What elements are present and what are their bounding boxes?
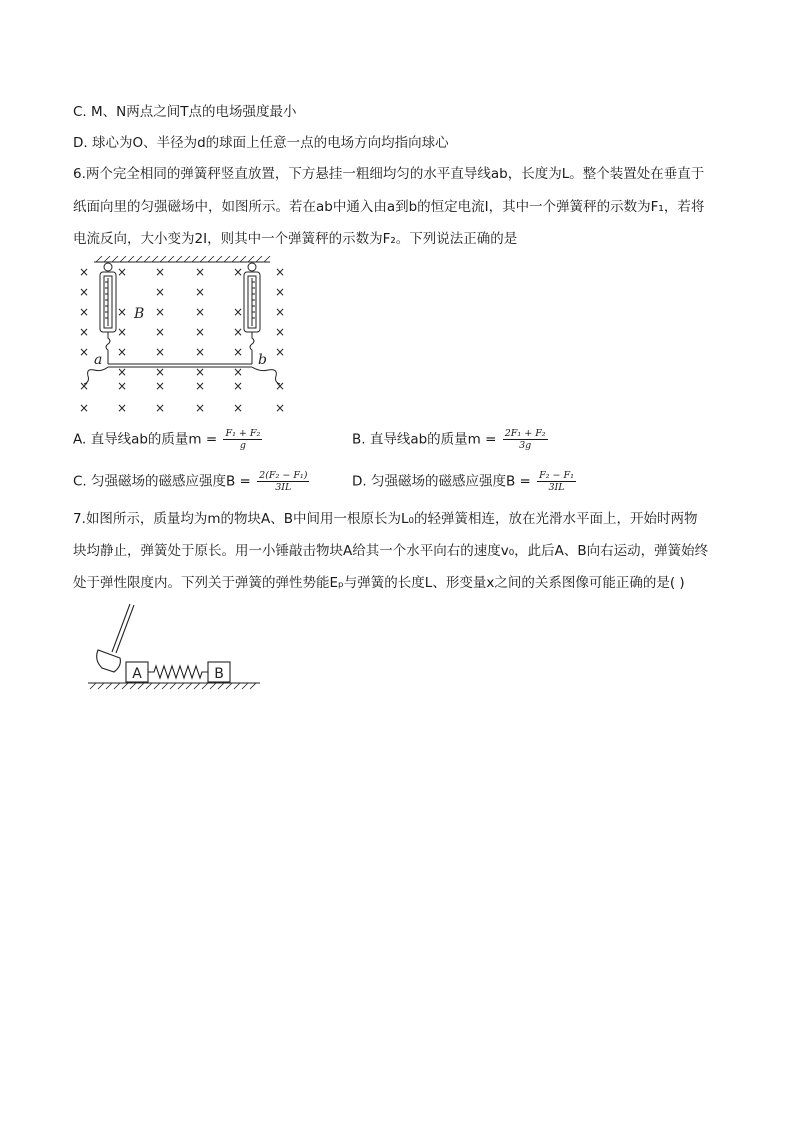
svg-text:×: × [194, 325, 206, 339]
q6-magnetic-field-figure [72, 256, 294, 416]
q6-option-d-text: D. 匀强磁场的磁感应强度B = [352, 473, 531, 490]
q6-option-c-numerator: 2(F₂ − F₁) [259, 470, 308, 481]
q6-option-c-denominator: 3IL [275, 482, 292, 493]
svg-text:×: × [194, 379, 206, 393]
svg-text:×: × [194, 305, 206, 319]
svg-text:×: × [274, 305, 286, 319]
q6-option-b-fraction [503, 428, 548, 451]
svg-text:×: × [116, 305, 128, 319]
svg-text:×: × [232, 325, 244, 339]
svg-text:×: × [154, 325, 166, 339]
svg-text:×: × [232, 345, 244, 359]
svg-text:×: × [232, 379, 244, 393]
q6-option-b-numerator: 2F₁ + F₂ [504, 428, 546, 439]
q7-stem-line-2: 块均静止，弹簧处于原长。用一小锤敲击物块A给其一个水平向右的速度v₀，此后A、B向右运动，弹簧始终 [73, 543, 709, 559]
q6-stem-line-1: 6.两个完全相同的弹簧秤竖直放置，下方悬挂一粗细均匀的水平直导线ab，长度为L。整个装置处在垂直于 [73, 166, 705, 182]
svg-text:×: × [78, 285, 90, 299]
q6-option-a-denominator: g [239, 440, 246, 451]
svg-text:×: × [78, 305, 90, 319]
svg-text:×: × [274, 325, 286, 339]
svg-text:×: × [194, 401, 206, 415]
q6-option-c-text: C. 匀强磁场的磁感应强度B = [73, 473, 251, 490]
svg-text:×: × [116, 379, 128, 393]
q6-option-d-fraction [537, 470, 576, 493]
q6-option-d [352, 470, 576, 493]
q6-option-a [73, 428, 262, 451]
q6-option-b-denominator: 3g [519, 440, 532, 451]
q6-stem-line-3: 电流反向，大小变为2I，则其中一个弹簧秤的示数为F₂。下列说法正确的是 [73, 231, 518, 247]
svg-text:×: × [232, 401, 244, 415]
q6-option-d-denominator: 3IL [548, 482, 565, 493]
svg-text:×: × [274, 345, 286, 359]
svg-text:×: × [154, 379, 166, 393]
svg-text:×: × [116, 325, 128, 339]
svg-text:×: × [154, 285, 166, 299]
block-a-label: A [132, 666, 142, 682]
q6-option-b [352, 428, 548, 451]
svg-text:×: × [274, 379, 286, 393]
q6-option-a-text: A. 直导线ab的质量m = [73, 431, 218, 448]
svg-text:×: × [116, 345, 128, 359]
svg-text:×: × [232, 365, 244, 379]
svg-text:×: × [78, 401, 90, 415]
svg-text:×: × [232, 265, 244, 279]
svg-text:×: × [154, 345, 166, 359]
svg-text:×: × [194, 365, 206, 379]
svg-text:×: × [274, 265, 286, 279]
wire-end-label-a: a [94, 352, 103, 368]
svg-text:×: × [116, 401, 128, 415]
q5-option-c: C. M、N两点之间T点的电场强度最小 [73, 104, 297, 120]
svg-text:×: × [78, 265, 90, 279]
svg-text:×: × [274, 401, 286, 415]
svg-text:×: × [154, 265, 166, 279]
svg-text:×: × [78, 325, 90, 339]
q6-option-c-fraction [257, 470, 309, 493]
svg-text:×: × [274, 285, 286, 299]
q6-option-b-text: B. 直导线ab的质量m = [352, 431, 497, 448]
svg-text:×: × [194, 285, 206, 299]
svg-text:×: × [154, 365, 166, 379]
q6-option-c [73, 470, 309, 493]
q6-stem-line-2: 纸面向里的匀强磁场中，如图所示。若在ab中通入由a到b的恒定电流I，其中一个弹簧秤的示数为F₁，若将 [73, 199, 705, 215]
field-label-b: B [134, 306, 145, 322]
q6-option-a-fraction [223, 428, 262, 451]
q7-stem-line-3: 处于弹性限度内。下列关于弹簧的弹性势能Eₚ与弹簧的长度L、形变量x之间的关系图像可能正确的是( ) [73, 575, 685, 591]
q6-option-a-numerator: F₁ + F₂ [225, 428, 261, 439]
q6-option-d-numerator: F₂ − F₁ [539, 470, 574, 481]
svg-text:×: × [116, 365, 128, 379]
svg-text:×: × [116, 265, 128, 279]
q5-option-d: D. 球心为O、半径为d的球面上任意一点的电场方向均指向球心 [73, 135, 449, 151]
svg-text:×: × [194, 265, 206, 279]
svg-text:×: × [194, 345, 206, 359]
block-b-label: B [214, 666, 224, 682]
svg-text:×: × [78, 379, 90, 393]
wire-end-label-b: b [258, 352, 267, 368]
svg-text:×: × [232, 305, 244, 319]
q7-stem-line-1: 7.如图所示，质量均为m的物块A、B中间用一根原长为L₀的轻弹簧相连，放在光滑水平面上，开始时两物 [73, 511, 698, 527]
svg-text:×: × [154, 305, 166, 319]
q7-hammer-blocks-figure [84, 600, 264, 692]
svg-text:×: × [154, 401, 166, 415]
svg-text:×: × [78, 345, 90, 359]
